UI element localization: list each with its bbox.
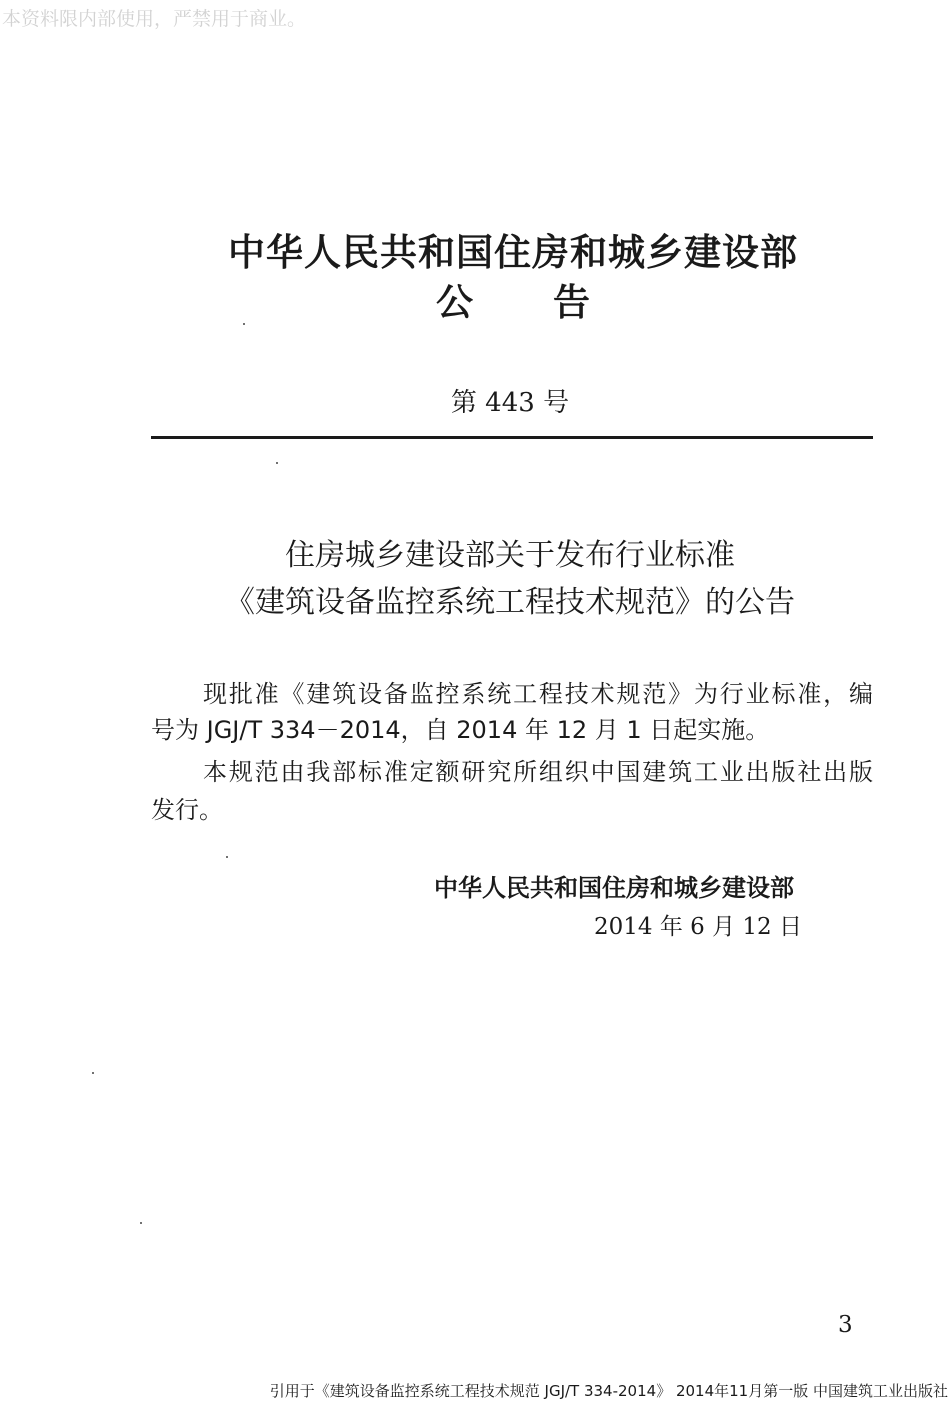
scan-speck [243, 323, 245, 325]
document-type-title: 公告 [436, 281, 670, 324]
subject-line-1: 住房城乡建设部关于发布行业标准 [285, 538, 735, 573]
signature-date: 2014 年 6 月 12 日 [594, 914, 802, 940]
body-paragraph-1-line-2: 号为 JGJ/T 334－2014，自 2014 年 12 月 1 日起实施。 [151, 716, 770, 744]
scan-speck [226, 856, 228, 858]
page-number: 3 [838, 1312, 853, 1338]
issuer-title: 中华人民共和国住房和城乡建设部 [228, 231, 798, 274]
announcement-number: 第 443 号 [450, 388, 570, 418]
signature-organization: 中华人民共和国住房和城乡建设部 [434, 874, 794, 902]
body-paragraph-1-line-1: 现批准《建筑设备监控系统工程技术规范》为行业标准，编 [203, 680, 873, 708]
header-divider [151, 436, 873, 439]
scan-speck [92, 1072, 94, 1074]
watermark-text: 本资料限内部使用，严禁用于商业。 [2, 8, 307, 30]
scan-speck [140, 1222, 142, 1224]
citation-footer: 引用于《建筑设备监控系统工程技术规范 JGJ/T 334-2014》 2014年11月第一版 中国建筑工业出版社 [269, 1382, 948, 1400]
body-paragraph-2-line-1: 本规范由我部标准定额研究所组织中国建筑工业出版社出版 [203, 758, 873, 786]
subject-line-2: 《建筑设备监控系统工程技术规范》的公告 [225, 585, 795, 620]
body-paragraph-2-line-2: 发行。 [151, 796, 223, 824]
scan-speck [276, 462, 278, 464]
